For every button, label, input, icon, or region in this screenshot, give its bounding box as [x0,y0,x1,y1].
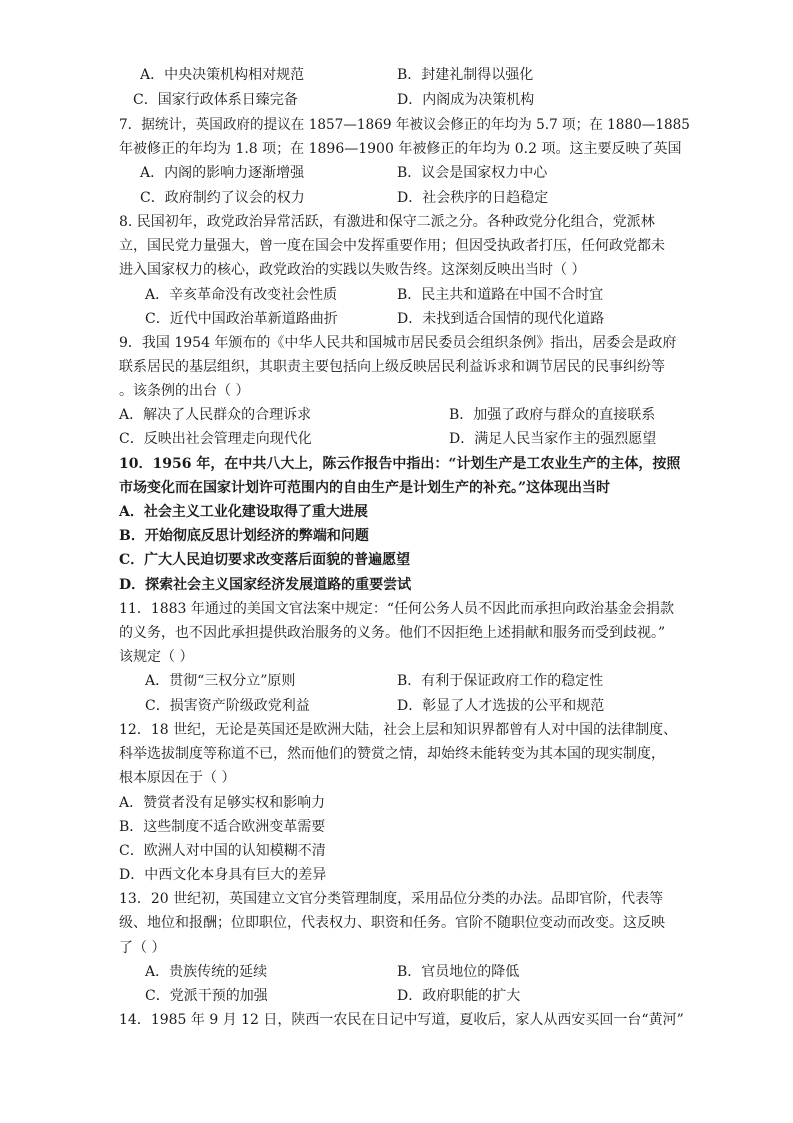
q8-stem-line: 8. 民国初年，政党政治异常活跃，有激进和保守二派之分。各种政党分化组合，党派林 [119,214,655,230]
q6-option-b: B．封建礼制得以强化 [397,67,534,83]
q12-stem-line: 12．18 世纪，无论是英国还是欧洲大陆，社会上层和知识界都曾有人对中国的法律制度、 [119,722,678,738]
q11-stem-line: 的义务，也不因此承担提供政治服务的义务。他们不因拒绝上述捐献和服务而受到歧视。” [119,625,666,641]
q8-stem-line: 立，国民党力量强大，曾一度在国会中发挥重要作用；但因受执政者打压，任何政党都未 [119,238,665,254]
q7-option-c: C．政府制约了议会的权力 [140,190,305,206]
q8-option-d: D．未找到适合国情的现代化道路 [397,311,605,327]
q13-option-a: A．贵族传统的延续 [145,964,268,980]
q13-option-b: B．官员地位的降低 [397,964,520,980]
q6-option-a: A．中央决策机构相对规范 [140,67,305,83]
q11-stem-line: 该规定（ ） [119,649,194,665]
q10-option-b: B．开始彻底反思计划经济的弊端和问题 [119,528,369,544]
q12-stem-line: 根本原因在于（ ） [119,770,236,786]
q12-option-a: A．赞赏者没有足够实权和影响力 [119,795,326,811]
q12-stem-line: 科举选拔制度等称道不已，然而他们的赞赏之情，却始终未能转变为其本国的现实制度， [119,746,665,762]
q6-option-c: C．国家行政体系日臻完备 [133,92,298,108]
q14-stem-line: 14．1985 年 9 月 12 日，陕西一农民在日记中写道，夏收后，家人从西安买回一台“黄河” [119,1012,684,1028]
q9-option-b: B．加强了政府与群众的直接联系 [449,407,656,423]
q7-stem-line: 7．据统计，英国政府的提议在 1857—1869 年被议会修正的年均为 5.7 项；在 1880—1885 [119,117,690,133]
q10-option-d: D．探索社会主义国家经济发展道路的重要尝试 [119,577,412,593]
q9-stem-line: 联系居民的基层组织，其职责主要包括向上级反映居民利益诉求和调节居民的民事纠纷等 [119,359,665,375]
q13-stem-line: 了（ ） [119,940,166,956]
q8-option-a: A．辛亥革命没有改变社会性质 [145,287,338,303]
q7-option-b: B．议会是国家权力中心 [397,165,548,181]
q13-option-c: C．党派干预的加强 [145,988,268,1004]
q11-option-d: D．彰显了人才选拔的公平和规范 [397,698,605,714]
q6-option-d: D．内阁成为决策机构 [397,92,535,108]
q11-option-a: A．贯彻“三权分立”原则 [145,673,296,689]
q8-option-b: B．民主共和道路在中国不合时宜 [397,287,604,303]
q7-stem-line: 年被修正的年均为 1.8 项；在 1896—1900 年被修正的年均为 0.2 项。这主要反映了英国 [119,141,682,157]
q9-option-a: A．解决了人民群众的合理诉求 [119,407,312,423]
q7-option-d: D．社会秩序的日趋稳定 [397,190,549,206]
q9-stem-line: 9．我国 1954 年颁布的《中华人民共和国城市居民委员会组织条例》指出，居委会是政府 [119,335,677,351]
q8-option-c: C．近代中国政治革新道路曲折 [145,311,338,327]
q12-option-d: D．中西文化本身具有巨大的差异 [119,867,327,883]
q11-stem-line: 11．1883 年通过的美国文官法案中规定：“任何公务人员不因此而承担向政治基金会捐款 [119,601,675,617]
q10-stem-line: 市场变化而在国家计划许可范围内的自由生产是计划生产的补充。”这体现出当时 [119,480,611,496]
q12-option-b: B．这些制度不适合欧洲变革需要 [119,819,326,835]
q11-option-b: B．有利于保证政府工作的稳定性 [397,673,604,689]
q13-stem-line: 13．20 世纪初，英国建立文官分类管理制度，采用品位分类的办法。品即官阶，代表等 [119,891,664,907]
q10-option-c: C．广大人民迫切要求改变落后面貌的普遍愿望 [119,552,411,568]
q9-option-c: C．反映出社会管理走向现代化 [119,431,312,447]
q13-option-d: D．政府职能的扩大 [397,988,521,1004]
q12-option-c: C．欧洲人对中国的认知模糊不清 [119,843,326,859]
q11-option-c: C．损害资产阶级政党利益 [145,698,310,714]
q9-stem-line: 。该条例的出台（ ） [119,383,250,399]
q9-option-d: D．满足人民当家作主的强烈愿望 [449,431,657,447]
q7-option-a: A．内阁的影响力逐渐增强 [140,165,305,181]
q10-option-a: A．社会主义工业化建设取得了重大进展 [119,504,368,520]
q13-stem-line: 级、地位和报酬；位即职位，代表权力、职资和任务。官阶不随职位变动而改变。这反映 [119,915,665,931]
q10-stem-line: 10．1956 年，在中共八大上，陈云作报告中指出：“计划生产是工农业生产的主体，按照 [119,456,681,472]
q8-stem-line: 进入国家权力的核心，政党政治的实践以失败告终。这深刻反映出当时（ ） [119,262,586,278]
